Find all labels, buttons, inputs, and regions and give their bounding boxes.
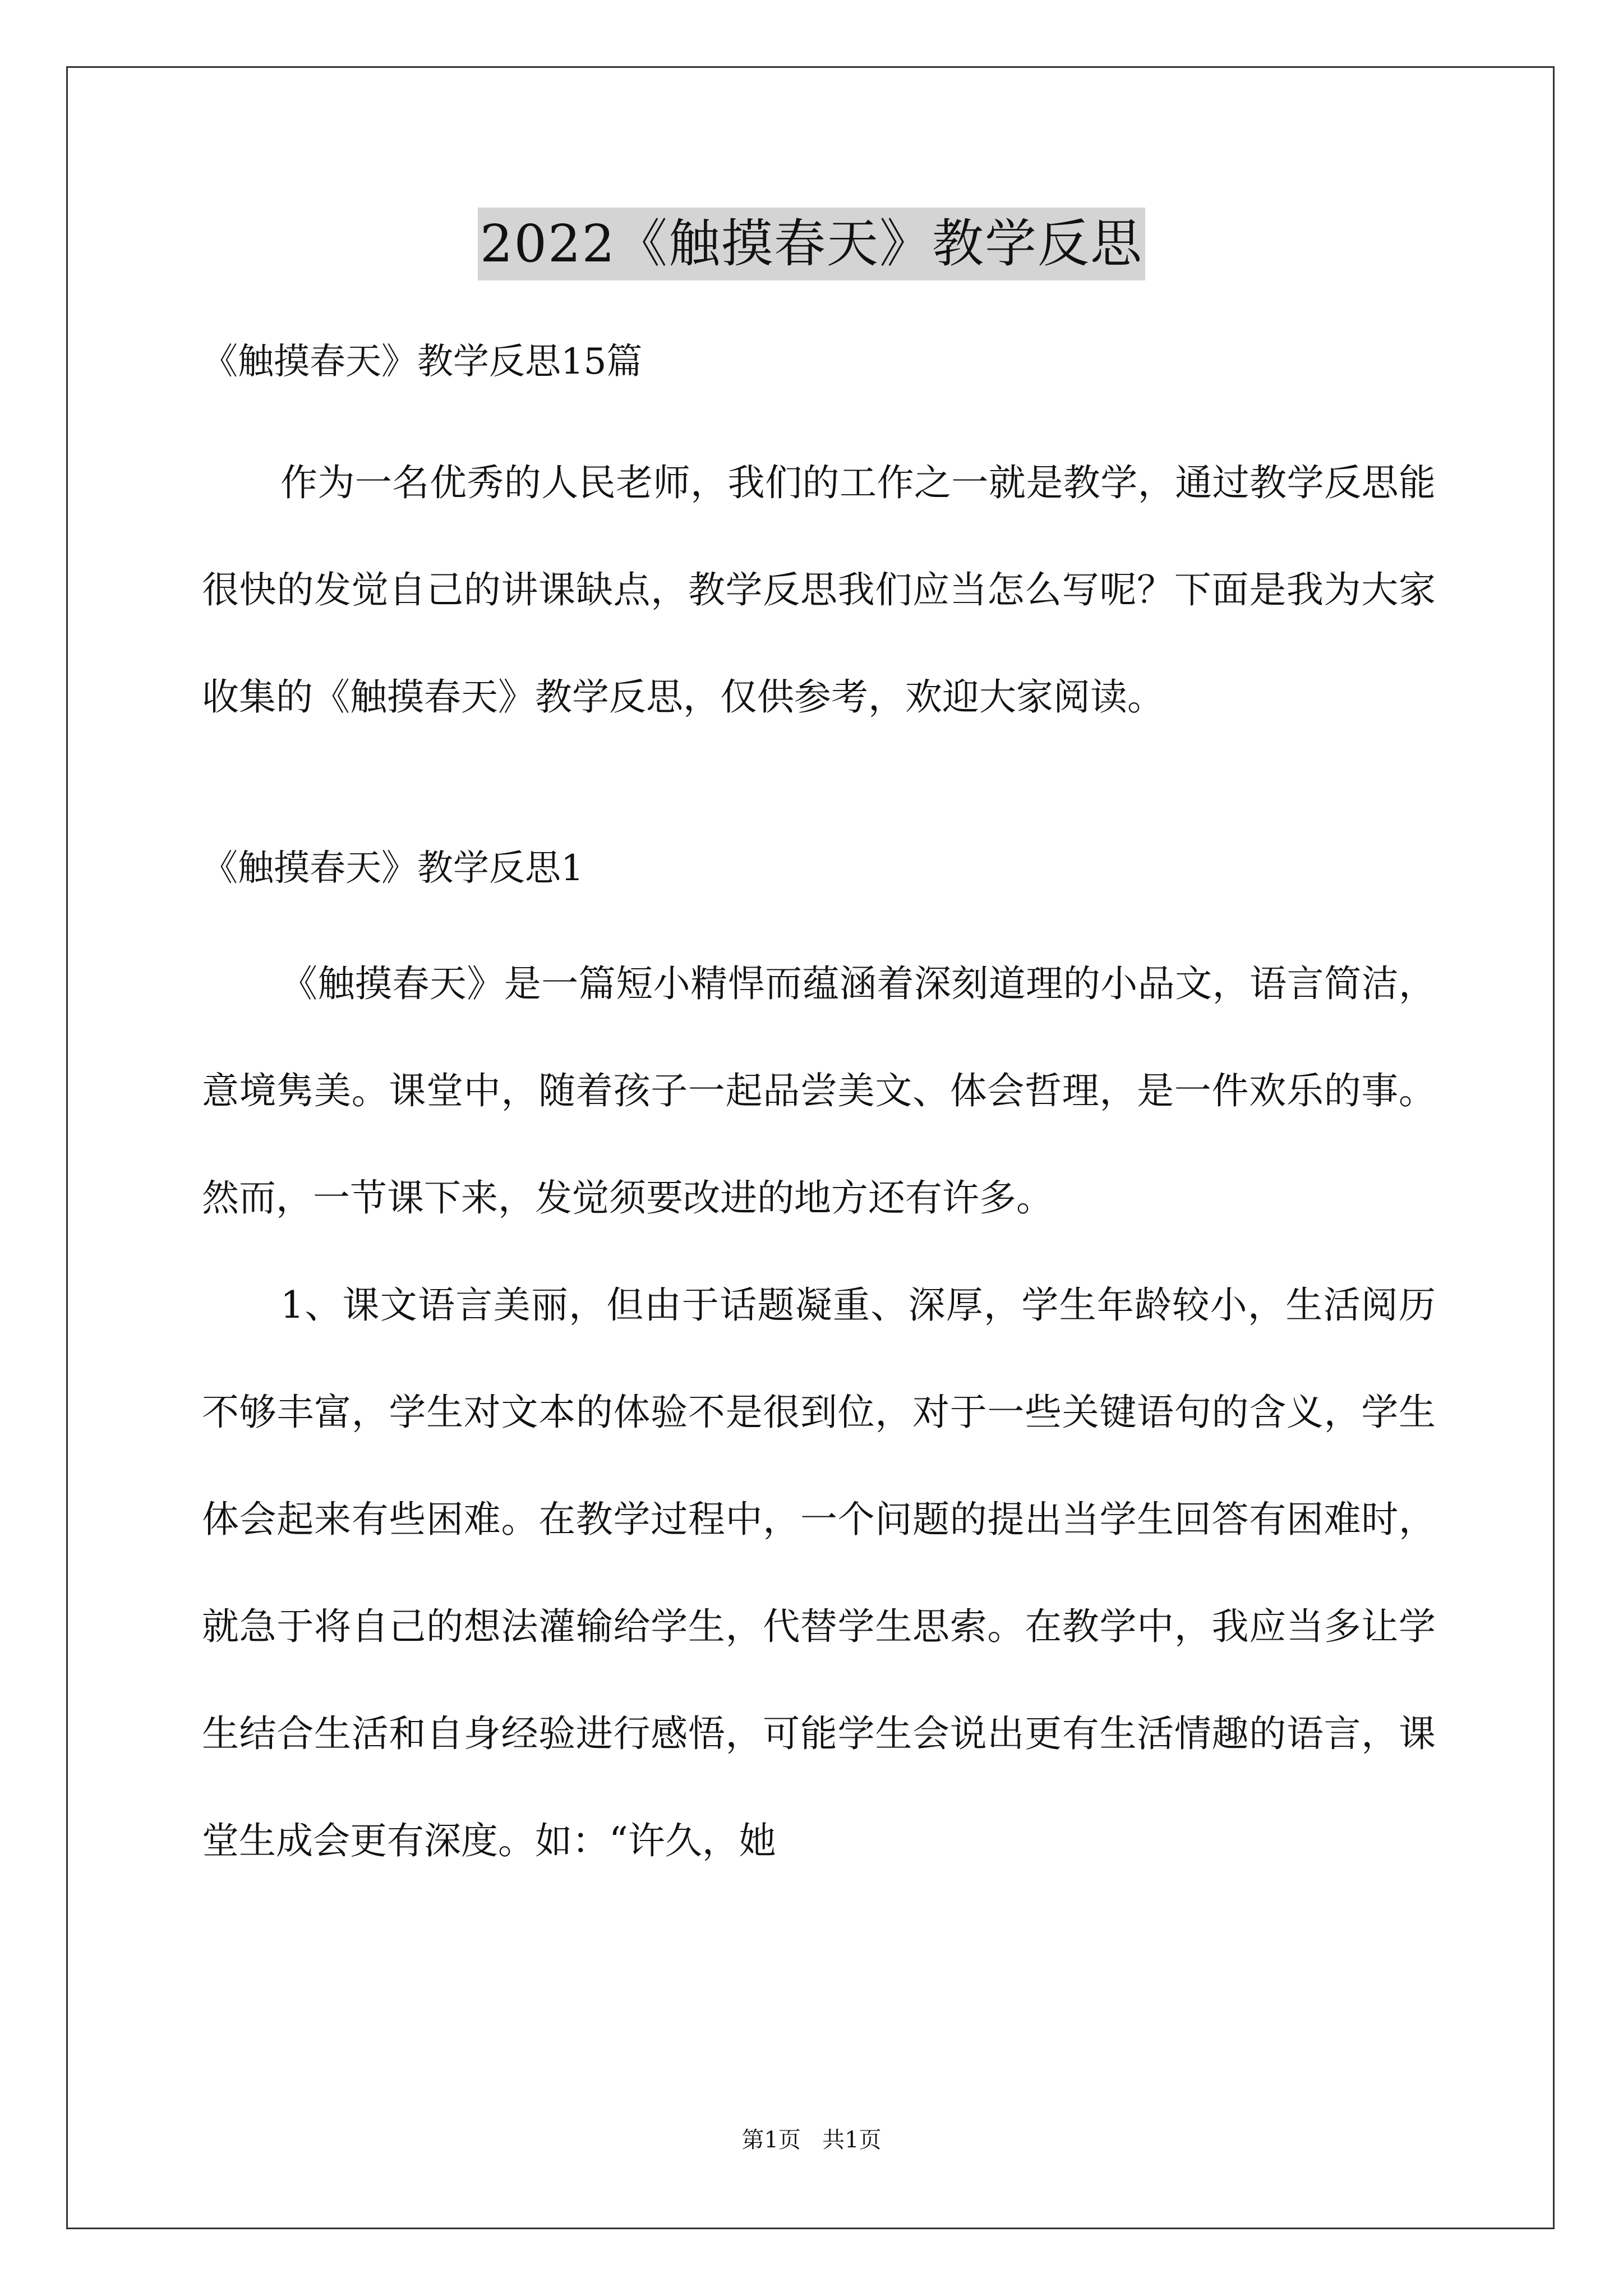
section-heading: 《触摸春天》教学反思1 (202, 848, 584, 889)
page-number: 第1页 (741, 2127, 801, 2153)
document-body (202, 328, 1436, 1894)
section-paragraph-2: 1、课文语言美丽，但由于话题凝重、深厚，学生年龄较小，生活阅历不够丰富，学生对文本的体验不是很到位，对于一些关键语句的含义，学生体会起来有些困难。在教学过程中，一个问题的提出当学生回答有困难时，就急于将自己的想法灌输给学生，代替学生思索。在教学中，我应当多让学生结合生活和自身经验进行感悟，可能学生会说出更有生活情趣的语言，课堂生成会更有深度。如：“许久，她 (202, 1283, 1436, 1862)
section-paragraph-1: 《触摸春天》是一篇短小精悍而蕴涵着深刻道理的小品文，语言简洁，意境隽美。课堂中，随着孩子一起品尝美文、体会哲理，是一件欢乐的事。然而，一节课下来，发觉须要改进的地方还有许多。 (202, 962, 1436, 1220)
document-title: 2022《触摸春天》教学反思 (478, 208, 1145, 280)
intro-paragraph: 作为一名优秀的人民老师，我们的工作之一就是教学，通过教学反思能很快的发觉自己的讲课缺点，教学反思我们应当怎么写呢？下面是我为大家收集的《触摸春天》教学反思，仅供参考，欢迎大家阅读。 (202, 461, 1436, 719)
title-container (0, 208, 1623, 280)
document-subtitle: 《触摸春天》教学反思15篇 (202, 341, 643, 383)
page-total: 共1页 (822, 2127, 882, 2153)
page-footer (0, 2123, 1623, 2157)
